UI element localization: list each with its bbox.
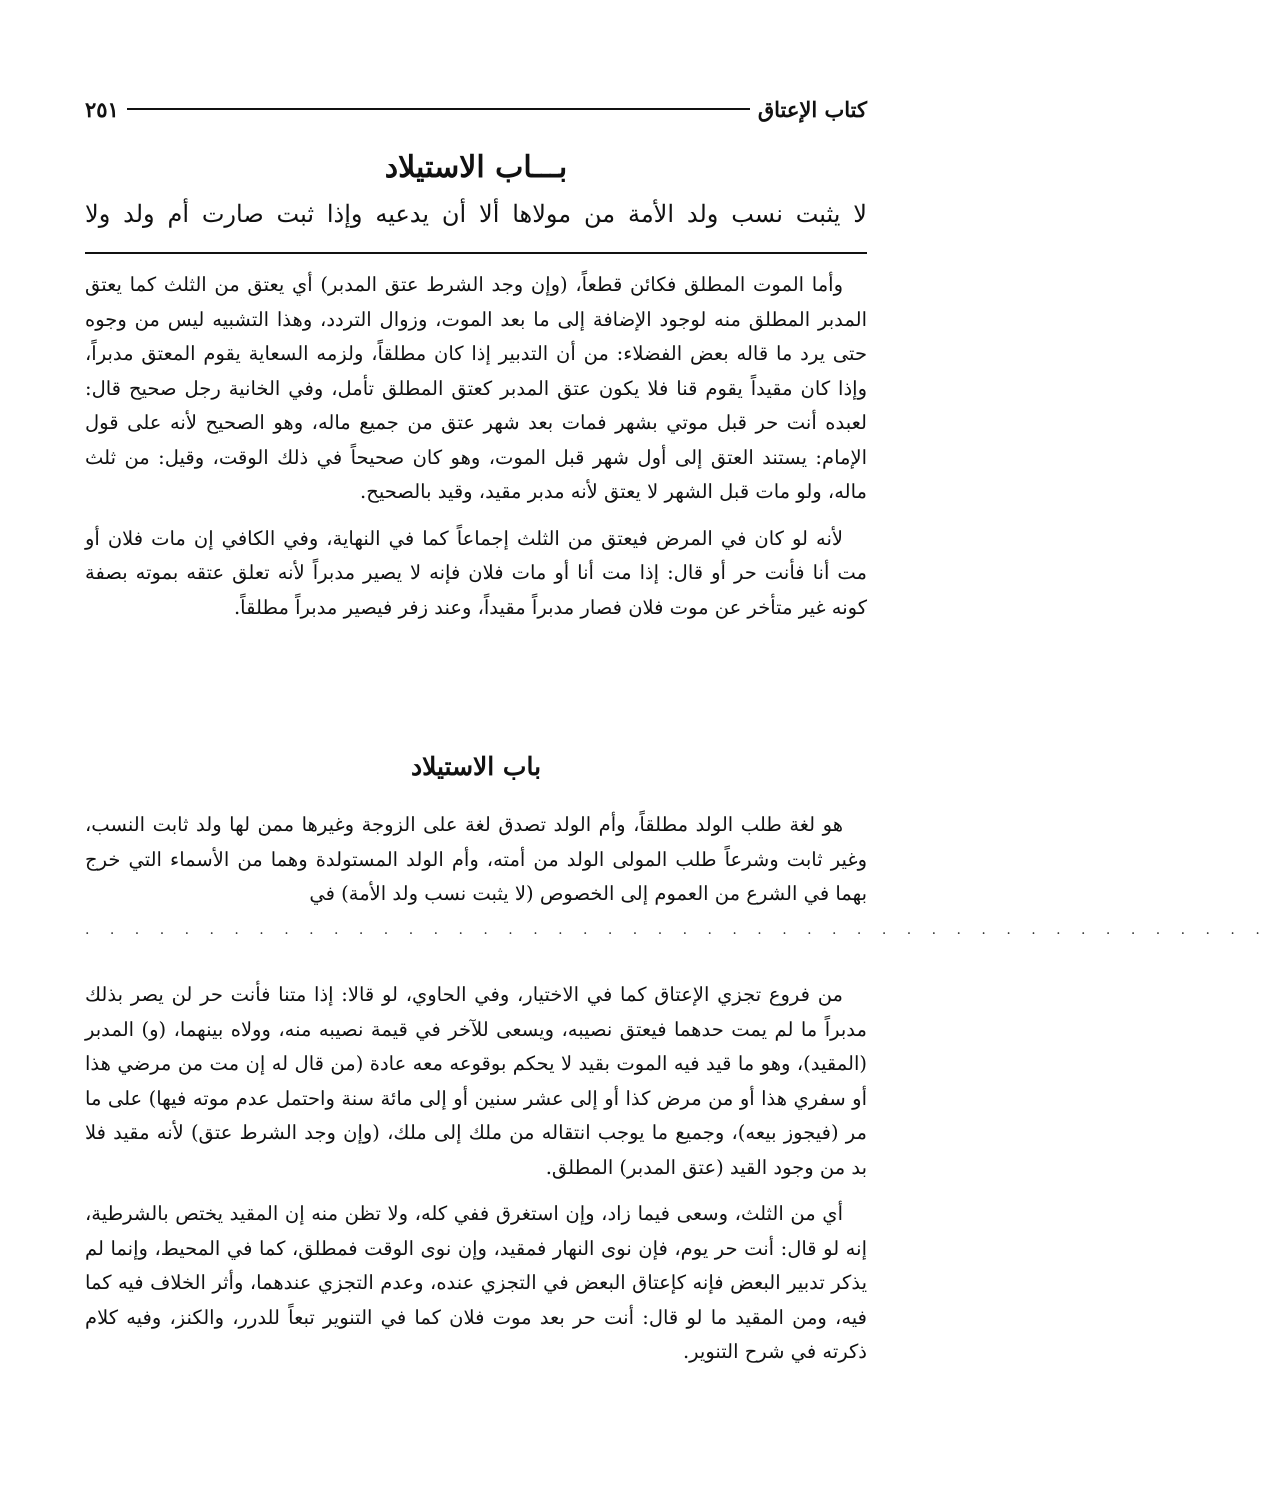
section-heading: باب الاستيلاد <box>410 752 542 781</box>
commentary-upper <box>85 268 867 637</box>
lower-paragraph-1: من فروع تجزي الإعتاق كما في الاختيار، وفي الحاوي، لو قالا: إذا متنا فأنت حر لن يصر بذلك مدبراً ما لم يمت حدهما فيعتق نصيبه، ويسعى للآخر في قيمة نصيبه منه، وولاه بينهما، (و) المدبر (المقيد)، وهو ما قيد فيه الموت بقيد لا يحكم بوقوعه معه عادة (من قال له إن مت من مرضي هذا أو سفري هذا أو من مرض كذا أو إلى عشر سنين أو إلى مائة سنة واحتمل عدم موته فيها) على ما مر (فيجوز بيعه)، وجميع ما يوجب انتقاله من ملك إلى ملك، (وإن وجد الشرط عتق) لأنه مقيد فلا بد من وجود القيد (عتق المدبر) المطلق. <box>85 983 867 1179</box>
dotted-divider: . . . . . . . . . . . . . . . . . . . . . . . . . . . . . . . . . . . . . . . . . . . . . . . . <box>85 922 1268 938</box>
commentary-paragraph-2: لأنه لو كان في المرض فيعتق من الثلث إجماعاً كما في النهاية، وفي الكافي إن مات فلان أو مت أنا فأنت حر أو قال: إذا مت أنا أو مات فلان فإنه لا يصير مدبراً لأنه تعلق عتقه بموته بصفة كونه غير متأخر عن موت فلان فصار مدبراً مقيداً، وعند زفر فيصير مدبراً مطلقاً. <box>85 526 867 619</box>
section-paragraph-1: هو لغة طلب الولد مطلقاً، وأم الولد تصدق لغة على الزوجة وغيرها ممن لها ولد ثابت النسب، وغير ثابت وشرعاً طلب المولى الولد من أمته، وأم الولد المستولدة وهما من الأسماء التي خرج بهما في الشرع من العموم إلى الخصوص (لا يثبت نسب ولد الأمة) في <box>85 813 867 905</box>
matn-divider <box>85 252 867 254</box>
book-title: كتاب الإعتاق <box>757 96 867 122</box>
lower-paragraph-2: أي من الثلث، وسعى فيما زاد، وإن استغرق ففي كله، ولا تظن منه إن المقيد يختص بالشرطية، إنه لو قال: أنت حر يوم، فإن نوى النهار فمقيد، وإن نوى الوقت فمطلق، كما في المحيط، وإنما لم يذكر تدبير البعض فإنه كإعتاق البعض في التجزي عنده، وعدم التجزي عندهما، وأثر الخلاف فيه كما فيه، ومن المقيد ما لو قال: أنت حر بعد موت فلان كما في التنوير تبعاً للدرر، والكنز، وفيه كلام ذكرته في شرح التنوير. <box>85 1202 867 1363</box>
matn-text: لا يثبت نسب ولد الأمة من مولاها ألا أن يدعيه وإذا ثبت صارت أم ولد ولا <box>85 200 867 228</box>
page-number: ٢٥١ <box>85 96 119 122</box>
chapter-title: بـــاب الاستيلاد <box>384 150 568 185</box>
commentary-lower <box>85 978 867 1382</box>
running-header <box>85 92 867 126</box>
section-body <box>85 808 867 924</box>
commentary-paragraph-1: وأما الموت المطلق فكائن قطعاً، (وإن وجد الشرط عتق المدبر) أي يعتق من الثلث كما يعتق المدبر المطلق منه لوجود الإضافة إلى ما بعد الموت، وزوال التردد، وهذا التشبيه ليس من وجوه حتى يرد ما قاله بعض الفضلاء: من أن التدبير إذا كان مطلقاً، ولزمه السعاية يقوم المعتق مدبراً، وإذا كان مقيداً يقوم قنا فلا يكون عتق المدبر كعتق المطلق تأمل، وفي الخانية رجل صحيح قال: لعبده أنت حر قبل موتي بشهر فمات بعد شهر عتق من جميع ماله، وهو الصحيح لأنه على قول الإمام: يستند العتق إلى أول شهر قبل الموت، وهو كان صحيحاً في ذلك الوقت، وقيل: من ثلث ماله، ولو مات قبل الشهر لا يعتق لأنه مدبر مقيد، وقيد بالصحيح. <box>85 273 867 503</box>
header-rule <box>127 108 750 110</box>
